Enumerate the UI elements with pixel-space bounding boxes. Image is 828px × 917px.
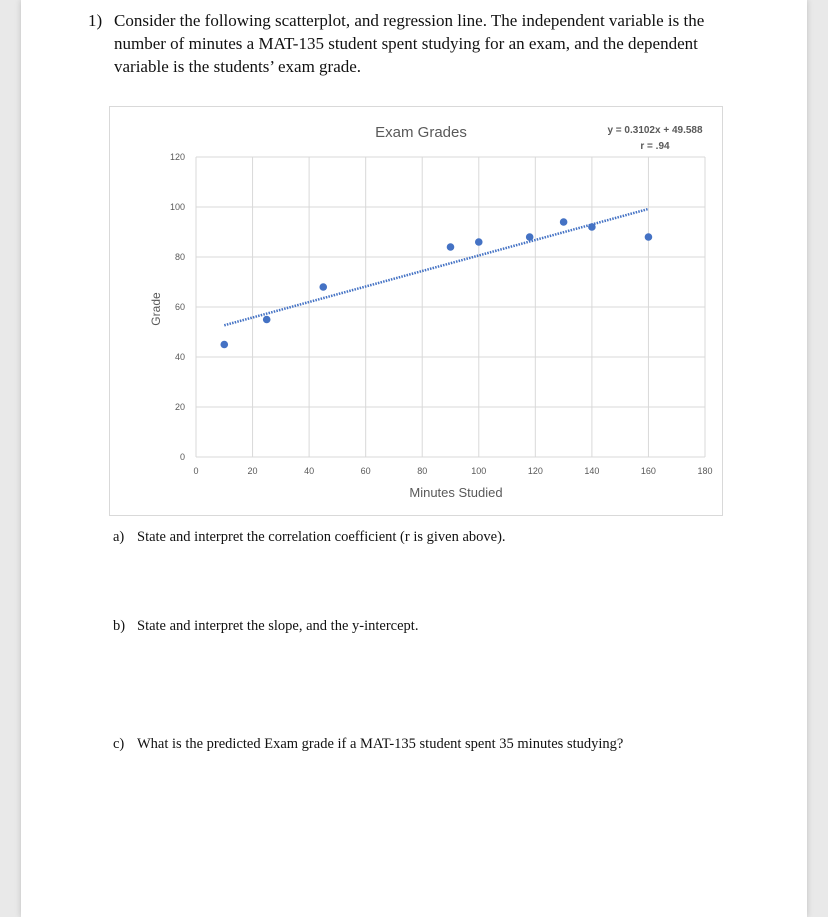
x-tick-label: 20	[247, 466, 258, 476]
data-point	[588, 223, 596, 231]
y-tick-label: 120	[169, 152, 185, 162]
y-tick-label: 40	[174, 352, 185, 362]
x-tick-label: 60	[360, 466, 371, 476]
correlation-label: r = .94	[640, 141, 670, 152]
y-tick-label: 80	[174, 252, 185, 262]
trendline-equation: y = 0.3102x + 49.588	[607, 125, 703, 136]
x-axis-label: Minutes Studied	[409, 485, 503, 500]
part-a-label: a)	[113, 529, 125, 545]
part-c	[113, 735, 623, 753]
x-tick-label: 160	[640, 466, 656, 476]
x-tick-label: 40	[304, 466, 315, 476]
data-point	[220, 341, 228, 349]
x-tick-label: 140	[584, 466, 600, 476]
part-a-text: State and interpret the correlation coefficient (r is given above).	[137, 529, 506, 545]
data-point	[475, 238, 483, 246]
x-tick-label: 120	[527, 466, 543, 476]
data-point	[526, 233, 534, 241]
scatterplot-chart	[109, 106, 723, 516]
data-point	[319, 283, 327, 291]
part-c-text: What is the predicted Exam grade if a MAT-135 student spent 35 minutes studying?	[137, 736, 624, 752]
part-b-text: State and interpret the slope, and the y-intercept.	[137, 618, 419, 634]
data-point	[447, 243, 455, 251]
question-text: Consider the following scatterplot, and regression line. The independent variable is the number of minutes a MAT-135 student spent studying for an exam, and the dependent variable is the students’ exam grade.	[114, 11, 705, 76]
x-tick-label: 180	[697, 466, 713, 476]
y-tick-label: 20	[174, 402, 185, 412]
chart-title: Exam Grades	[375, 124, 467, 141]
regression-line	[224, 209, 648, 325]
y-tick-label: 60	[174, 302, 185, 312]
x-tick-label: 80	[417, 466, 428, 476]
worksheet-page	[21, 0, 807, 917]
x-tick-label: 100	[471, 466, 487, 476]
y-tick-label: 0	[179, 452, 185, 462]
data-point	[263, 316, 271, 324]
part-a	[113, 528, 506, 546]
y-axis-label: Grade	[149, 292, 163, 326]
part-c-label: c)	[113, 736, 125, 752]
y-tick-label: 100	[169, 202, 185, 212]
question-1	[88, 9, 748, 78]
data-point	[560, 218, 568, 226]
data-point	[645, 233, 653, 241]
part-b	[113, 617, 418, 635]
question-number: 1)	[88, 11, 103, 30]
part-b-label: b)	[113, 618, 126, 634]
x-tick-label: 0	[193, 466, 199, 476]
chart-canvas	[110, 107, 722, 515]
